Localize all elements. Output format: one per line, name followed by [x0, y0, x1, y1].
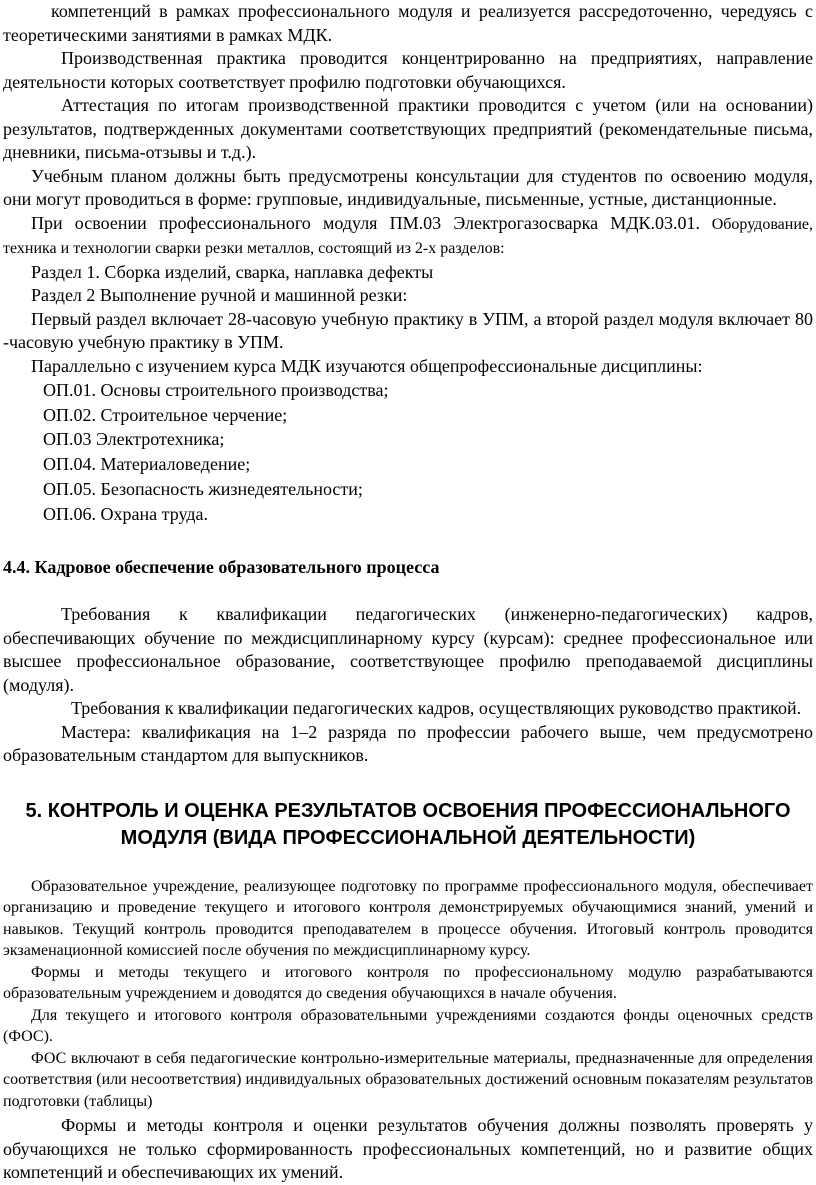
paragraph-fos-includes: ФОС включают в себя педагогические контрольно-измерительные материалы, предназначенные для определения соответствия (или несоответствия) индивидуальных образовательных достижений основным показателям результатов подготовки (таблицы) [3, 1049, 813, 1110]
module-text-part1: При освоении профессионального модуля ПМ.03 Электрогазосварка МДК.03.01. [31, 212, 701, 233]
paragraph-institution-control: Образовательное учреждение, реализующее подготовку по программе профессионального модуля, обеспечивает организацию и проведение текущего и итогового контроля демонстрируемых обучающимися знаний, умений и навыков. Текущий контроль проводится преподавателем в процессе обучения. Итоговый контроль проводится экзаменационной комиссией после обучения по междисциплинарному курсу. [3, 877, 813, 960]
paragraph-module [3, 212, 813, 261]
paragraph-attestation: Аттестация по итогам производственной практики проводится с учетом (или на основании) результатов, подтвержденных документами соответствующих предприятий (рекомендательные письма, дневники, письма-отзывы и т.д.). [3, 95, 813, 162]
paragraph-final: Формы и методы контроля и оценки результатов обучения должны позволять проверять у обучающихся не только сформированность профессиональных компетенций, но и развитие общих компетенций и обеспечивающих их умений. [3, 1115, 813, 1183]
paragraph-staff-requirements: Требования к квалификации педагогических (инженерно-педагогических) кадров, обеспечивающих обучение по междисциплинарному курсу (курсам): среднее профессиональное или высшее профессиональное образование, соответствующее профилю преподаваемой дисциплины (модуля). [3, 604, 813, 695]
list-item: ОП.02. Строительное черчение; [43, 404, 288, 425]
paragraph-disciplines-intro: Параллельно с изучением курса МДК изучаются общепрофессиональные дисциплины: [31, 355, 703, 376]
paragraph-masters: Мастера: квалификация на 1–2 разряда по профессии рабочего выше, чем предусмотрено образовательным стандартом для выпускников. [3, 721, 813, 766]
paragraph-production-practice: Производственная практика проводится концентрированно на предприятиях, направление деятельности которых соответствует профилю подготовки обучающихся. [3, 48, 813, 92]
section-item-1: Раздел 1. Сборка изделий, сварка, наплавка дефекты [31, 261, 434, 282]
heading-section-4-4: 4.4. Кадровое обеспечение образовательного процесса [3, 557, 440, 578]
list-item: ОП.03 Электротехника; [43, 429, 225, 450]
paragraph-consultations: Учебным планом должны быть предусмотрены консультации для студентов по освоению модуля, они могут проводиться в форме: групповые, индивидуальные, письменные, устные, дистанционные. [3, 165, 813, 209]
list-item: ОП.01. Основы строительного производства; [43, 380, 389, 400]
module-text-part2: Оборудование, техника и технологии сварки резки металлов, состоящий из 2-х разделов: [3, 215, 813, 257]
heading-section-5: 5. КОНТРОЛЬ И ОЦЕНКА РЕЗУЛЬТАТОВ ОСВОЕНИЯ ПРОФЕССИОНАЛЬНОГО МОДУЛЯ (ВИДА ПРОФЕССИОНАЛЬНОЙ ДЕЯТЕЛЬНОСТИ) [25, 799, 791, 849]
paragraph-practice-continued: компетенций в рамках профессионального модуля и реализуется рассредоточенно, чередуясь с теоретическими занятиями в рамках МДК. [3, 1, 813, 45]
disciplines-list [3, 378, 813, 526]
paragraph-first-section: Первый раздел включает 28-часовую учебную практику в УПМ, а второй раздел модуля включает 80 -часовую учебную практику в УПМ. [3, 308, 813, 352]
list-item: ОП.05. Безопасность жизнедеятельности; [43, 478, 363, 499]
section-item-2: Раздел 2 Выполнение ручной и машинной резки: [31, 285, 408, 305]
paragraph-practice-leaders: Требования к квалификации педагогических кадров, осуществляющих руководство практикой. [71, 698, 802, 719]
list-item: ОП.04. Материаловедение; [43, 454, 251, 475]
list-item: ОП.06. Охрана труда. [43, 503, 208, 524]
paragraph-control-forms: Формы и методы текущего и итогового контроля по профессиональному модулю разрабатываются образовательным учреждением и доводятся до сведения обучающихся в начале обучения. [3, 963, 813, 1003]
paragraph-fos-created: Для текущего и итогового контроля образовательными учреждениями создаются фонды оценочных средств (ФОС). [3, 1006, 813, 1046]
